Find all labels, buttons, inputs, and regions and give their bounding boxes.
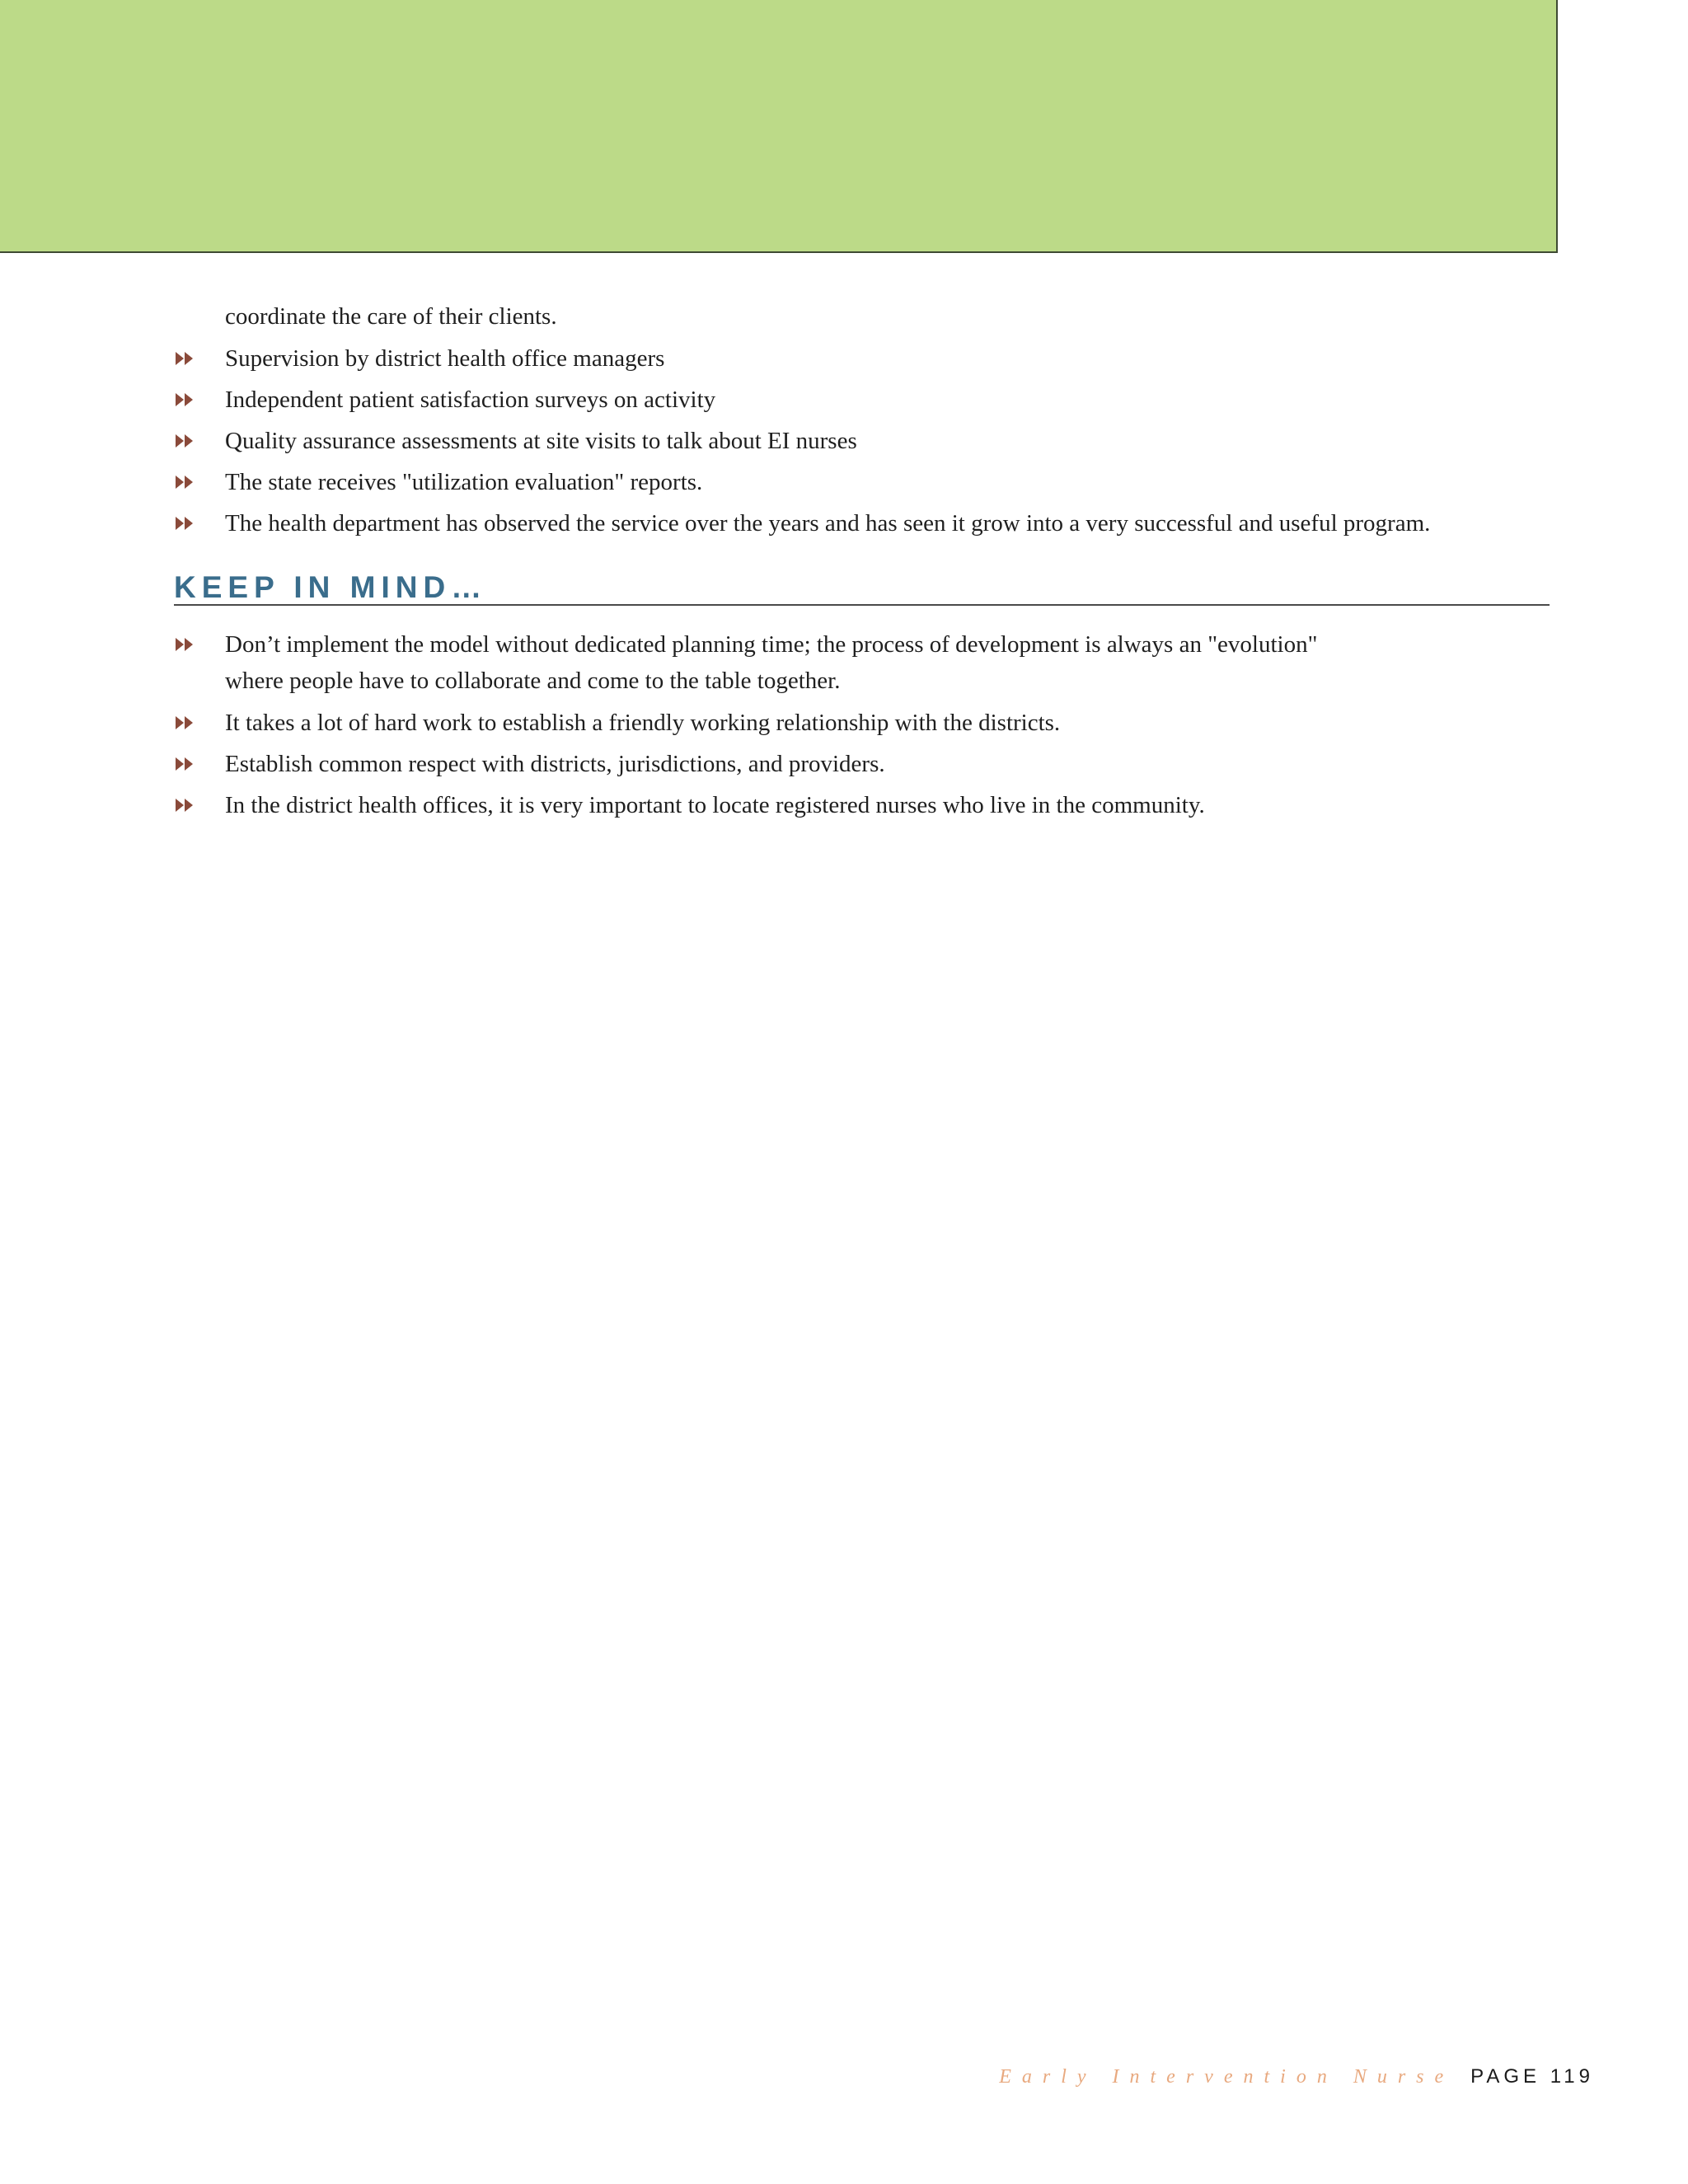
bullet-icon — [176, 505, 200, 541]
bullet-icon — [176, 464, 200, 500]
footer-title: Early Intervention Nurse — [999, 2066, 1455, 2088]
list-item: It takes a lot of hard work to establish a friendly working relationship with the districts. — [225, 710, 1061, 736]
bullet-icon — [176, 382, 200, 418]
section-divider — [174, 604, 1550, 606]
continuation-text: coordinate the care of their clients. — [225, 303, 557, 330]
bullet-icon — [176, 626, 200, 663]
section-heading: KEEP IN MIND… — [174, 570, 488, 604]
list-item: Independent patient satisfaction surveys on activity — [225, 387, 716, 413]
list-item: The state receives "utilization evaluation" reports. — [225, 469, 703, 495]
bullet-icon — [176, 746, 200, 782]
list-item: Quality assurance assessments at site visits to talk about EI nurses — [225, 428, 857, 454]
bullet-icon — [176, 705, 200, 741]
bullet-icon — [176, 787, 200, 823]
page-number: PAGE 119 — [1470, 2065, 1594, 2088]
bullet-icon — [176, 340, 200, 377]
list-item: Don’t implement the model without dedicated planning time; the process of development is always an "evolution" — [225, 631, 1318, 658]
bullet-icon — [176, 423, 200, 459]
list-item: The health department has observed the service over the years and has seen it grow into a very successful and useful program. — [225, 510, 1431, 537]
page-footer — [999, 2060, 1594, 2096]
list-item: Establish common respect with districts, jurisdictions, and providers. — [225, 751, 885, 777]
list-item: Supervision by district health office managers — [225, 345, 665, 372]
list-item-continuation: where people have to collaborate and come to the table together. — [225, 668, 841, 694]
list-item: In the district health offices, it is very important to locate registered nurses who live in the community. — [225, 792, 1205, 818]
header-band — [0, 0, 1558, 253]
